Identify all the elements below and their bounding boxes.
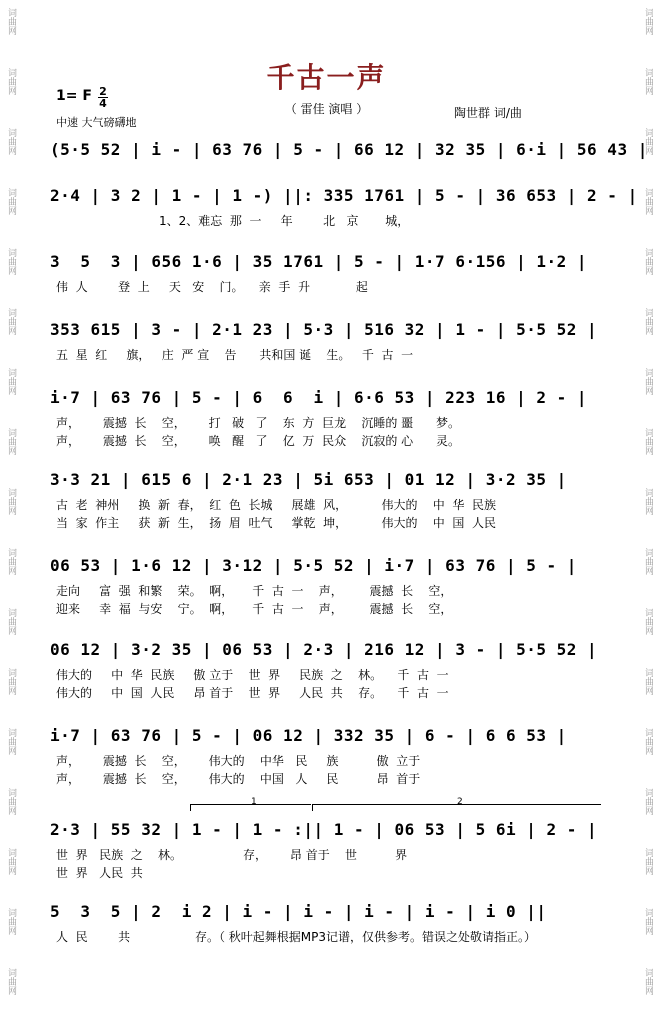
watermark-text: 词曲网 (6, 968, 16, 995)
watermark-text: 词曲网 (6, 68, 16, 95)
watermark-text: 词曲网 (643, 728, 653, 755)
watermark-text: 词曲网 (643, 848, 653, 875)
lyric-line: 1、2、难忘 那 一 年 北 京 城， (56, 214, 410, 228)
watermark-left (0, 0, 16, 1023)
watermark-text: 词曲网 (643, 248, 653, 275)
watermark-text: 词曲网 (6, 188, 16, 215)
watermark-text: 词曲网 (643, 128, 653, 155)
watermark-text: 词曲网 (643, 68, 653, 95)
watermark-text: 词曲网 (643, 488, 653, 515)
time-top: 2 (99, 85, 107, 98)
watermark-text: 词曲网 (643, 8, 653, 35)
score-line: (5·5 52 | i - | 63 76 | 5 - | 66 12 | 32 35 | 6·i | 56 43 | (50, 140, 648, 159)
lyric-line: 声， 震撼 长 空， 伟大的 中华 民 族 傲 立于 (56, 754, 421, 768)
score-line: 06 53 | 1·6 12 | 3·12 | 5·5 52 | i·7 | 63 76 | 5 - | (50, 556, 577, 575)
time-bottom: 4 (99, 97, 107, 110)
score-line: i·7 | 63 76 | 5 - | 06 12 | 332 35 | 6 - | 6 6 53 | (50, 726, 567, 745)
lyric-line: 伟大的 中 国 人民 昂 首于 世 界 人民 共 存。 千 古 一 (56, 686, 449, 700)
lyric-line: 当 家 作主 获 新 生， 扬 眉 吐气 掌乾 坤， 伟大的 中 国 人民 (56, 516, 497, 530)
watermark-text: 词曲网 (6, 728, 16, 755)
watermark-text: 词曲网 (6, 488, 16, 515)
time-signature (98, 86, 108, 109)
watermark-text: 词曲网 (643, 308, 653, 335)
watermark-text: 词曲网 (643, 968, 653, 995)
lyric-line: 古 老 神州 换 新 春， 红 色 长城 展雄 风， 伟大的 中 华 民族 (56, 498, 497, 512)
score-line: 3·3 21 | 615 6 | 2·1 23 | 5i 653 | 01 12 | 3·2 35 | (50, 470, 567, 489)
score-line: i·7 | 63 76 | 5 - | 6 6 i | 6·6 53 | 223 16 | 2 - | (50, 388, 588, 407)
volta-2: 2 (312, 804, 601, 811)
watermark-text: 词曲网 (6, 788, 16, 815)
volta-1: 1 (190, 804, 311, 811)
lyric-line: 声， 震撼 长 空， 打 破 了 东 方 巨龙 沉睡的 噩 梦。 (56, 416, 461, 430)
watermark-text: 词曲网 (6, 848, 16, 875)
score-line: 06 12 | 3·2 35 | 06 53 | 2·3 | 216 12 | 3 - | 5·5 52 | (50, 640, 598, 659)
watermark-text: 词曲网 (643, 668, 653, 695)
lyric-line: 伟 人 登 上 天 安 门。 亲 手 升 起 (56, 280, 368, 294)
watermark-text: 词曲网 (643, 788, 653, 815)
watermark-text: 词曲网 (643, 548, 653, 575)
watermark-text: 词曲网 (643, 428, 653, 455)
author-credit: 陶世群 词/曲 (454, 106, 522, 120)
lyric-line: 世 界 人民 共 (56, 866, 143, 880)
watermark-text: 词曲网 (6, 668, 16, 695)
watermark-text: 词曲网 (643, 188, 653, 215)
lyric-line: 走向 富 强 和繁 荣。 啊， 千 古 一 声， 震撼 长 空， (56, 584, 453, 598)
score-line: 3 5 3 | 656 1·6 | 35 1761 | 5 - | 1·7 6·156 | 1·2 | (50, 252, 588, 271)
lyric-line: 伟大的 中 华 民族 傲 立于 世 界 民族 之 林。 千 古 一 (56, 668, 449, 682)
lyric-line: 声， 震撼 长 空， 唤 醒 了 亿 万 民众 沉寂的 心 灵。 (56, 434, 461, 448)
watermark-text: 词曲网 (643, 908, 653, 935)
score-line: 2·4 | 3 2 | 1 - | 1 -) ||: 335 1761 | 5 - | 36 653 | 2 - | (50, 186, 638, 205)
watermark-text: 词曲网 (643, 608, 653, 635)
score-line: 2·3 | 55 32 | 1 - | 1 - :|| 1 - | 06 53 | 5 6i | 2 - | (50, 820, 598, 839)
watermark-text: 词曲网 (6, 308, 16, 335)
score-line: 5 3 5 | 2 i 2 | i - | i - | i - | i - | i 0 || (50, 902, 547, 921)
song-title: 千古一声 (266, 61, 387, 94)
tempo-marking: 中速 大气磅礴地 (56, 116, 137, 129)
lyric-line: 人 民 共 存。（ 秋叶起舞根据MP3记谱，仅供参考。错误之处敬请指正。） (56, 930, 537, 944)
lyric-line: 五 星 红 旗， 庄 严 宣 告 共和国 诞 生。 千 古 一 (56, 348, 414, 362)
singer-credit: （ 雷佳 演唱 ） (284, 102, 369, 116)
watermark-text: 词曲网 (6, 128, 16, 155)
watermark-text: 词曲网 (6, 428, 16, 455)
watermark-text: 词曲网 (6, 908, 16, 935)
watermark-text: 词曲网 (6, 368, 16, 395)
watermark-text: 词曲网 (6, 608, 16, 635)
watermark-text: 词曲网 (6, 248, 16, 275)
key-signature: 1= F (56, 88, 92, 104)
watermark-text: 词曲网 (6, 548, 16, 575)
lyric-line: 世 界 民族 之 林。 存， 昂 首于 世 界 (56, 848, 408, 862)
lyric-line: 迎来 幸 福 与安 宁。 啊， 千 古 一 声， 震撼 长 空， (56, 602, 453, 616)
lyric-line: 声， 震撼 长 空， 伟大的 中国 人 民 昂 首于 (56, 772, 421, 786)
watermark-text: 词曲网 (6, 8, 16, 35)
score-line: 353 615 | 3 - | 2·1 23 | 5·3 | 516 32 | 1 - | 5·5 52 | (50, 320, 598, 339)
watermark-text: 词曲网 (643, 368, 653, 395)
